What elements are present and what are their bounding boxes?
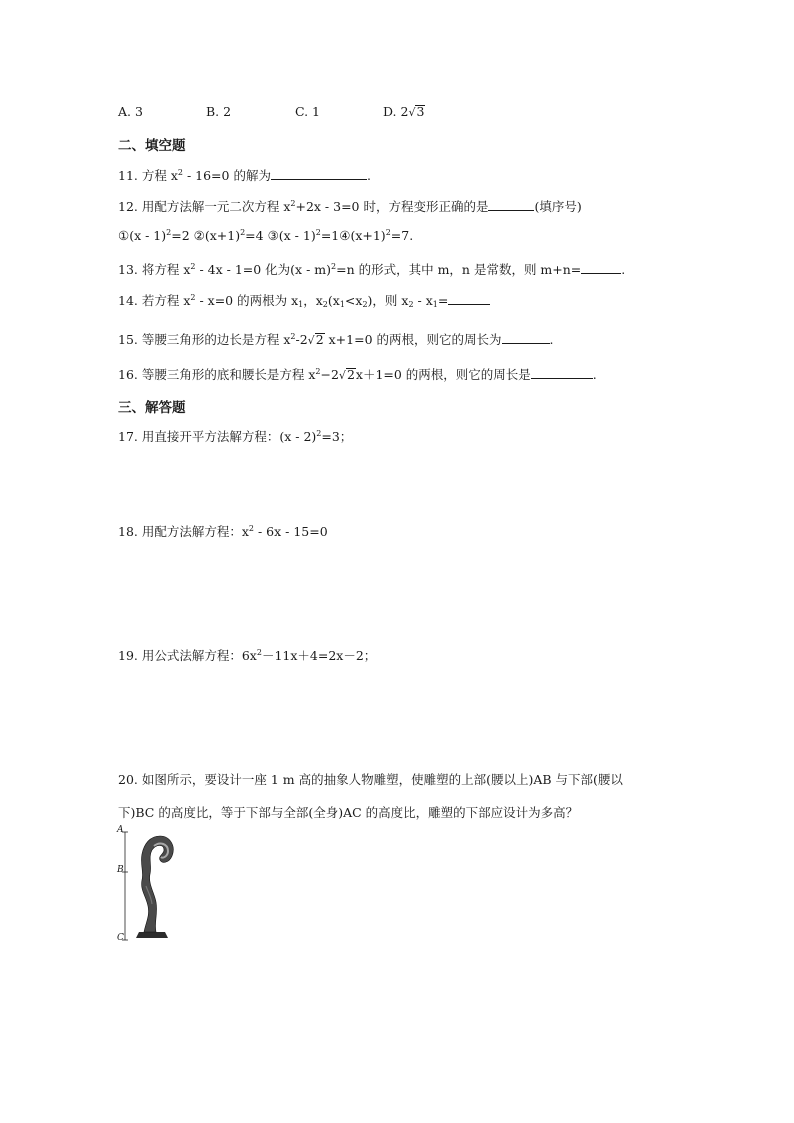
question-20-line-1: 20. 如图所示，要设计一座 1 m 高的抽象人物雕塑，使雕塑的上部(腰以上)AB 与下部(腰以 — [118, 772, 623, 787]
question-18: 18. 用配方法解方程：$x^2 - 6x - 15=0$ — [118, 524, 328, 539]
answer-blank[interactable] — [448, 293, 490, 305]
answer-blank[interactable] — [271, 168, 367, 180]
figure-label-c: C — [117, 933, 124, 943]
question-16: 16. 等腰三角形的底和腰长是方程 $x^2-2√2x+1=0$ 的两根，则它的周长是 . — [118, 367, 597, 382]
answer-blank[interactable] — [488, 199, 534, 211]
question-17: 17. 用直接开平方法解方程：(x - 2)$^2$=3； — [118, 429, 353, 444]
answer-blank[interactable] — [531, 367, 593, 379]
answer-blank[interactable] — [502, 332, 550, 344]
question-13: 13. 将方程 $x^2 - 4x - 1=0$ 化为(x - m)$^2$=n 的形式，其中 m，n 是常数，则 m+n= . — [118, 262, 626, 277]
answer-blank[interactable] — [581, 262, 621, 274]
option-b: B. 2 — [205, 104, 232, 119]
figure-label-b: B — [117, 865, 124, 875]
sculpture-figure — [114, 826, 174, 946]
option-c: C. 1 — [294, 104, 320, 119]
question-20-line-2: 下)BC 的高度比，等于下部与全部(全身)AC 的高度比，雕塑的下部应设计为多高？ — [118, 805, 579, 820]
figure-label-a: A — [117, 825, 124, 835]
question-19: 19. 用公式法解方程：$6x^2-11x+4=2x-2$； — [118, 648, 377, 663]
question-12-choices: ①(x - 1)$^2$=2 $②(x+1)^2=4$ ③(x - $1)^2=1④(x+1)^2=7$. — [118, 228, 414, 243]
question-14: 14. 若方程 $x^2 - x=0$ 的两根为 $x_1$，$x_2(x_1<x_2)$，则 $x_2 - x_1=$ — [118, 291, 490, 309]
option-d: D. 2√3 — [382, 104, 425, 119]
sculpture-base — [136, 932, 168, 938]
question-15: 15. 等腰三角形的边长是方程 $x^2-2√2$ x+1=0 的两根，则它的周长为 . — [118, 332, 554, 347]
sculpture-image — [114, 826, 174, 946]
section-title-solve: 三、解答题 — [118, 400, 186, 416]
question-12: 12. 用配方法解一元二次方程 $x^2+2x - 3=0$ 时，方程变形正确的是 (填序号) — [118, 199, 582, 214]
section-title-fill-in: 二、填空题 — [118, 138, 186, 154]
answer-options — [118, 104, 425, 119]
question-11: 11. 方程 $x^2 - 16=0$ 的解为 . — [118, 168, 371, 183]
option-a: A. 3 — [118, 104, 143, 119]
